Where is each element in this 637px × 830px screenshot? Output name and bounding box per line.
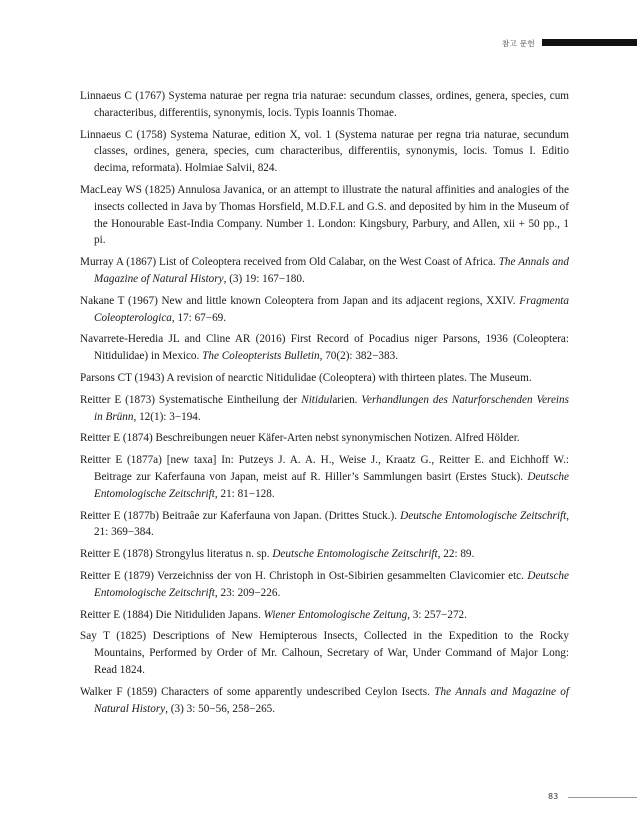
- reference-text: , 21: 369−384.: [94, 509, 569, 539]
- reference-text: Reitter E (1877b) Beitraâe zur Kaferfauna von Japan. (Drittes Stuck.).: [80, 509, 401, 522]
- reference-text: Reitter E (1879) Verzeichniss der von H. Christoph in Ost-Sibirien gesammelten Clavicomier etc.: [80, 569, 528, 582]
- reference-text: , 23: 209−226.: [214, 586, 281, 599]
- reference-text: arien.: [332, 393, 362, 406]
- reference-text: Reitter E (1874) Beschreibungen neuer Käfer-Arten nebst synonymischen Notizen. Alfred Hölder.: [80, 432, 520, 445]
- reference-journal: Deutsche Entomologische Zeitschrift: [94, 470, 569, 500]
- reference-text: Reitter E (1878) Strongylus literatus n. sp.: [80, 548, 273, 561]
- reference-text: Murray A (1867) List of Coleoptera received from Old Calabar, on the West Coast of Africa.: [80, 256, 499, 269]
- reference-text: Linnaeus C (1767) Systema naturae per regna tria naturae: secundum classes, ordines, genera, species, cum characteribus, differentiis, synonymis, locis. Typis Ioannis Thomae.: [80, 90, 569, 119]
- reference-journal: The Annals and Magazine of Natural History: [94, 256, 569, 285]
- reference-entry: [80, 331, 569, 365]
- reference-entry: [80, 628, 569, 678]
- footer-rule: [568, 797, 637, 798]
- reference-text: Reitter E (1873) Systematische Eintheilung der: [80, 393, 302, 406]
- reference-journal: Deutsche Entomologische Zeitschrift: [94, 569, 569, 599]
- reference-text: , (3) 3: 50−56, 258−265.: [165, 702, 276, 715]
- reference-text: Linnaeus C (1758) Systema Naturae, edition X, vol. 1 (Systema naturae per regna tria naturae, secundum classes, ordines, genera, species, cum characteribus, differentiis, synonymis, locis. Tomus I. Editio decima, reformata). Holmiae Salvii, 824.: [80, 128, 569, 175]
- reference-journal: The Annals and Magazine of Natural History: [94, 685, 569, 715]
- reference-text: MacLeay WS (1825) Annulosa Javanica, or an attempt to illustrate the natural affinities and analogies of the insects collected in Java by Thomas Horsfield, M.D.F.L and G.S. and deposited by him in the Museum of the Honourable East-India Company. Number 1. London: Kingsbury, Parbury, and Allen, xii + 50 pp., 1 pi.: [80, 183, 569, 247]
- page-number: 83: [548, 792, 559, 801]
- reference-entry: [80, 254, 569, 288]
- reference-text: Parsons CT (1943) A revision of nearctic Nitidulidae (Coleoptera) with thirteen plates. The Museum.: [80, 371, 532, 384]
- reference-entry: [80, 546, 569, 563]
- reference-entry: [80, 568, 569, 602]
- reference-text: Navarrete-Heredia JL and Cline AR (2016) First Record of Pocadius niger Parsons, 1936 (Coleoptera: Nitidulidae) in Mexico.: [80, 333, 569, 363]
- reference-text: , 70(2): 382−383.: [319, 350, 398, 363]
- reference-text: Reitter E (1877a) [new taxa] In: Putzeys J. A. A. H., Weise J., Kraatz G., Reitter E. and Eichhoff W.: Beitrage zur Kaferfauna von Japan, meist auf R. Hiller’s Sammlungen basirt (Erstes Stuck).: [80, 454, 569, 483]
- reference-journal: Verhandlungen des Naturforschenden Vereins in Brünn: [94, 393, 569, 423]
- reference-journal: The Coleopterists Bulletin: [202, 350, 320, 363]
- reference-entry: [80, 452, 569, 502]
- reference-journal: Nitidul: [301, 393, 333, 406]
- reference-entry: [80, 293, 569, 327]
- reference-entry: [80, 684, 569, 718]
- reference-entry: [80, 392, 569, 426]
- reference-text: Nakane T (1967) New and little known Coleoptera from Japan and its adjacent regions, XXIV.: [80, 294, 520, 307]
- reference-text: , 3: 257−272.: [407, 608, 467, 621]
- reference-entry: [80, 127, 569, 177]
- reference-entry: [80, 508, 569, 542]
- reference-text: Say T (1825) Descriptions of New Hemipterous Insects, Collected in the Expedition to the Rocky Mountains, Performed by Order of Mr. Calhoun, Secretary of War, Under Command of Major Long: Read 1824.: [80, 630, 569, 676]
- reference-text: , 22: 89.: [437, 548, 475, 561]
- reference-list: [80, 88, 569, 722]
- reference-journal: Deutsche Entomologische Zeitschrift: [400, 509, 567, 522]
- reference-text: , (3) 19: 167−180.: [223, 272, 305, 285]
- reference-journal: Wiener Entomologische Zeitung: [263, 608, 408, 621]
- reference-journal: Deutsche Entomologische Zeitschrift: [272, 548, 438, 561]
- reference-journal: Fragmenta Coleopterologica: [94, 294, 569, 324]
- reference-entry: [80, 182, 569, 249]
- running-header: 참고 문헌: [502, 39, 535, 48]
- reference-text: Walker F (1859) Characters of some apparently undescribed Ceylon Isects.: [80, 685, 435, 698]
- reference-entry: [80, 430, 569, 447]
- reference-text: , 21: 81−128.: [214, 487, 275, 500]
- reference-text: , 12(1): 3−194.: [133, 410, 201, 423]
- reference-text: , 17: 67−69.: [171, 311, 227, 324]
- reference-entry: [80, 370, 569, 387]
- reference-entry: [80, 88, 569, 122]
- reference-text: Reitter E (1884) Die Nitiduliden Japans.: [80, 608, 264, 621]
- header-bar: [542, 39, 637, 46]
- reference-entry: [80, 607, 569, 624]
